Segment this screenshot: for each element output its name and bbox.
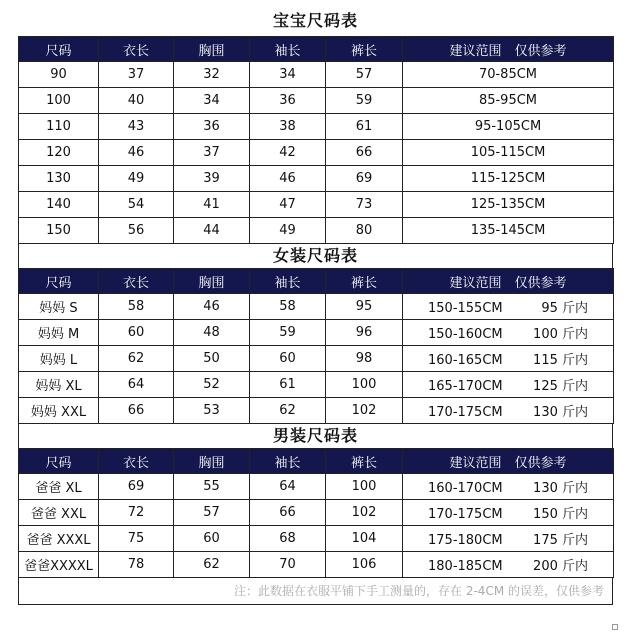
table-header-row: [19, 449, 614, 474]
weight-range: 150 斤内: [533, 507, 588, 522]
range-cell: 125-135CM: [403, 192, 614, 218]
table-cell: 34: [174, 88, 250, 114]
table-cell: 96: [326, 320, 403, 346]
height-range: 160-165CM: [428, 353, 503, 368]
range-cell: 70-85CM: [403, 62, 614, 88]
table-row: [19, 166, 614, 192]
header-range: 建议范围 仅供参考: [403, 269, 614, 294]
table-cell: 47: [250, 192, 326, 218]
table-cell: 妈妈 S: [19, 294, 99, 320]
table-cell: 60: [99, 320, 174, 346]
table-cell: 62: [250, 398, 326, 424]
table-cell: 95: [326, 294, 403, 320]
table-row: [19, 140, 614, 166]
women-size-table: [18, 268, 614, 424]
table-cell: 60: [250, 346, 326, 372]
table-cell: 46: [250, 166, 326, 192]
range-cell: 115-125CM: [403, 166, 614, 192]
table-cell: 120: [19, 140, 99, 166]
table-cell: 54: [99, 192, 174, 218]
range-cell: [403, 526, 614, 552]
table-cell: 98: [326, 346, 403, 372]
table-cell: 58: [250, 294, 326, 320]
header-pants: 裤长: [326, 37, 403, 62]
women-size-title: 女装尺码表: [18, 244, 613, 268]
table-cell: 66: [326, 140, 403, 166]
table-cell: 75: [99, 526, 174, 552]
table-cell: 爸爸XXXXL: [19, 552, 99, 578]
table-cell: 36: [250, 88, 326, 114]
table-cell: 49: [250, 218, 326, 244]
table-cell: 32: [174, 62, 250, 88]
header-sleeve: 袖长: [250, 269, 326, 294]
table-cell: 40: [99, 88, 174, 114]
weight-range: 95 斤内: [541, 301, 588, 316]
header-size: 尺码: [19, 269, 99, 294]
header-sleeve: 袖长: [250, 449, 326, 474]
table-cell: 68: [250, 526, 326, 552]
header-chest: 胸围: [174, 449, 250, 474]
baby-size-title: 宝宝尺码表: [272, 11, 358, 30]
header-size: 尺码: [19, 37, 99, 62]
table-cell: 59: [326, 88, 403, 114]
table-cell: 140: [19, 192, 99, 218]
table-cell: 妈妈 XXL: [19, 398, 99, 424]
table-row: [19, 552, 614, 578]
header-length: 衣长: [99, 269, 174, 294]
table-cell: 100: [326, 372, 403, 398]
table-cell: 妈妈 XL: [19, 372, 99, 398]
range-cell: [403, 294, 614, 320]
table-cell: 66: [99, 398, 174, 424]
header-pants: 裤长: [326, 449, 403, 474]
range-cell: [403, 474, 614, 500]
table-header-row: [19, 269, 614, 294]
table-cell: 爸爸 XXXL: [19, 526, 99, 552]
table-row: [19, 192, 614, 218]
men-size-title: 男装尺码表: [18, 424, 613, 448]
table-cell: 44: [174, 218, 250, 244]
table-cell: 57: [326, 62, 403, 88]
measurement-note: 注：此数据在衣服平铺下手工测量的，存在 2-4CM 的误差，仅供参考: [18, 578, 613, 605]
table-cell: 50: [174, 346, 250, 372]
table-cell: 39: [174, 166, 250, 192]
header-length: 衣长: [99, 449, 174, 474]
table-cell: 52: [174, 372, 250, 398]
table-cell: 62: [174, 552, 250, 578]
table-cell: 61: [250, 372, 326, 398]
header-sleeve: 袖长: [250, 37, 326, 62]
table-row: [19, 474, 614, 500]
header-chest: 胸围: [174, 269, 250, 294]
table-cell: 64: [250, 474, 326, 500]
size-chart: [18, 6, 613, 605]
table-cell: 41: [174, 192, 250, 218]
table-cell: 58: [99, 294, 174, 320]
table-cell: 69: [99, 474, 174, 500]
table-cell: 妈妈 M: [19, 320, 99, 346]
table-cell: 36: [174, 114, 250, 140]
table-cell: 72: [99, 500, 174, 526]
range-cell: 105-115CM: [403, 140, 614, 166]
height-range: 170-175CM: [428, 405, 503, 420]
table-cell: 42: [250, 140, 326, 166]
table-cell: 59: [250, 320, 326, 346]
table-row: [19, 114, 614, 140]
table-cell: 38: [250, 114, 326, 140]
table-cell: 104: [326, 526, 403, 552]
table-cell: 102: [326, 500, 403, 526]
table-cell: 130: [19, 166, 99, 192]
header-range: 建议范围 仅供参考: [403, 449, 614, 474]
table-header-row: [19, 37, 614, 62]
range-cell: [403, 320, 614, 346]
table-cell: 61: [326, 114, 403, 140]
table-cell: 46: [99, 140, 174, 166]
table-cell: 69: [326, 166, 403, 192]
table-cell: 100: [326, 474, 403, 500]
table-cell: 106: [326, 552, 403, 578]
range-cell: 135-145CM: [403, 218, 614, 244]
height-range: 175-180CM: [428, 533, 503, 548]
table-cell: 妈妈 L: [19, 346, 99, 372]
height-range: 160-170CM: [428, 481, 503, 496]
weight-range: 100 斤内: [533, 327, 588, 342]
header-length: 衣长: [99, 37, 174, 62]
table-row: [19, 62, 614, 88]
table-row: [19, 294, 614, 320]
corner-mark: [612, 624, 618, 630]
table-cell: 37: [174, 140, 250, 166]
table-cell: 110: [19, 114, 99, 140]
table-cell: 34: [250, 62, 326, 88]
table-row: [19, 372, 614, 398]
height-range: 150-155CM: [428, 301, 503, 316]
table-cell: 56: [99, 218, 174, 244]
range-cell: [403, 372, 614, 398]
weight-range: 130 斤内: [533, 481, 588, 496]
table-row: [19, 88, 614, 114]
weight-range: 115 斤内: [533, 353, 588, 368]
range-cell: [403, 552, 614, 578]
table-row: [19, 398, 614, 424]
table-cell: 爸爸 XXL: [19, 500, 99, 526]
table-cell: 37: [99, 62, 174, 88]
table-row: [19, 526, 614, 552]
height-range: 150-160CM: [428, 327, 503, 342]
table-cell: 102: [326, 398, 403, 424]
table-cell: 46: [174, 294, 250, 320]
table-row: [19, 320, 614, 346]
height-range: 180-185CM: [428, 559, 503, 574]
table-cell: 57: [174, 500, 250, 526]
table-cell: 66: [250, 500, 326, 526]
range-cell: 85-95CM: [403, 88, 614, 114]
table-cell: 90: [19, 62, 99, 88]
table-cell: 78: [99, 552, 174, 578]
baby-size-table: [18, 36, 614, 244]
table-cell: 73: [326, 192, 403, 218]
table-row: [19, 500, 614, 526]
table-cell: 64: [99, 372, 174, 398]
table-cell: 53: [174, 398, 250, 424]
table-cell: 60: [174, 526, 250, 552]
header-chest: 胸围: [174, 37, 250, 62]
range-cell: [403, 346, 614, 372]
range-cell: [403, 398, 614, 424]
table-cell: 80: [326, 218, 403, 244]
weight-range: 200 斤内: [533, 559, 588, 574]
table-cell: 70: [250, 552, 326, 578]
table-cell: 100: [19, 88, 99, 114]
table-row: [19, 346, 614, 372]
range-cell: [403, 500, 614, 526]
weight-range: 175 斤内: [533, 533, 588, 548]
table-cell: 150: [19, 218, 99, 244]
weight-range: 130 斤内: [533, 405, 588, 420]
table-cell: 55: [174, 474, 250, 500]
table-cell: 62: [99, 346, 174, 372]
header-pants: 裤长: [326, 269, 403, 294]
height-range: 165-170CM: [428, 379, 503, 394]
table-cell: 爸爸 XL: [19, 474, 99, 500]
weight-range: 125 斤内: [533, 379, 588, 394]
table-cell: 49: [99, 166, 174, 192]
table-cell: 48: [174, 320, 250, 346]
header-range: 建议范围 仅供参考: [403, 37, 614, 62]
height-range: 170-175CM: [428, 507, 503, 522]
range-cell: 95-105CM: [403, 114, 614, 140]
table-row: [19, 218, 614, 244]
table-cell: 43: [99, 114, 174, 140]
header-size: 尺码: [19, 449, 99, 474]
men-size-table: [18, 448, 614, 578]
